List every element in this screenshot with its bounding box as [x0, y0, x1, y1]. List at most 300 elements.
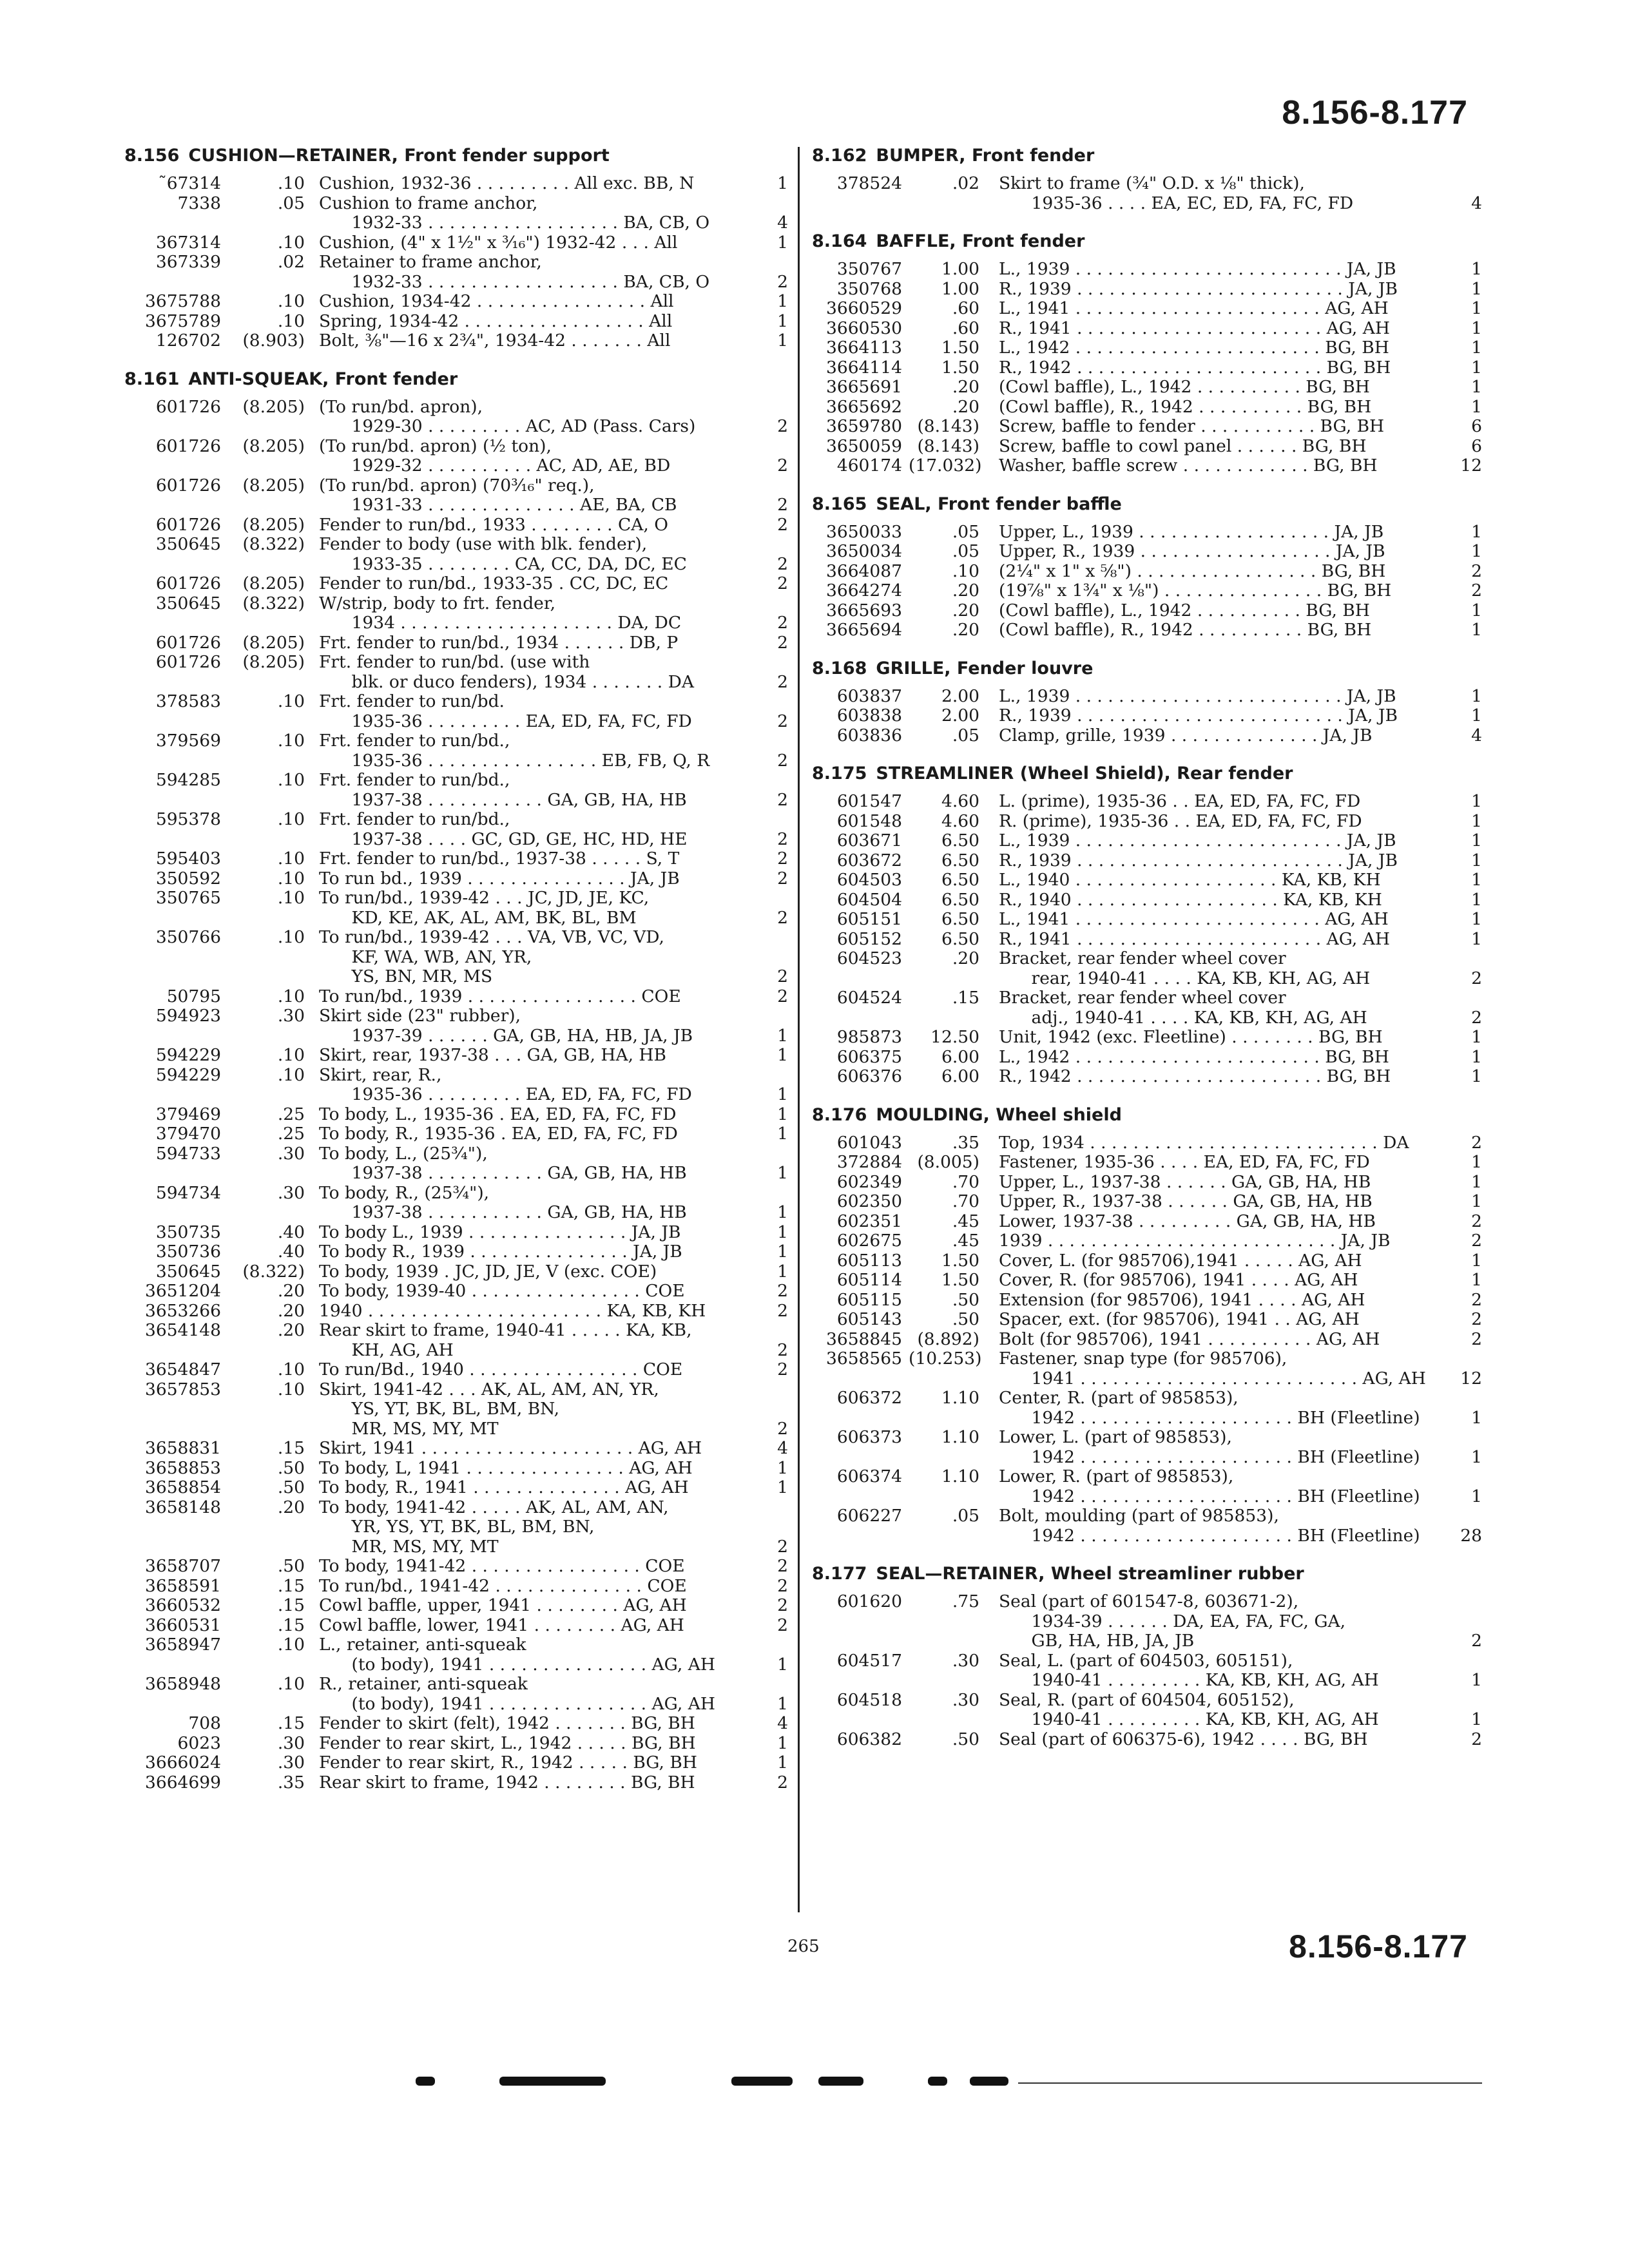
quantity: 4 — [777, 213, 788, 233]
price: .10 — [277, 770, 305, 790]
price: .50 — [277, 1477, 305, 1497]
section-title-text: MOULDING, Wheel shield — [876, 1104, 1122, 1125]
price: .30 — [277, 1753, 305, 1773]
description: Skirt to frame (¾" O.D. x ⅛" thick), 1935-36 . . . . EA, EC, ED, FA, FC, FD — [999, 173, 1354, 213]
section-8-177 — [812, 1562, 1482, 1749]
price: .20 — [952, 581, 979, 601]
quantity: 1 — [1471, 850, 1482, 870]
description: To run/bd., 1939-42 . . . JC, JD, JE, KC, KD, KE, AK, AL, AM, BK, BL, BM — [319, 888, 650, 928]
quantity: 4 — [1471, 725, 1482, 745]
description: To body, L, 1941 . . . . . . . . . . . . . . . AG, AH — [319, 1457, 693, 1478]
part-number: 604503 — [836, 870, 902, 890]
section-8-164 — [812, 230, 1482, 476]
part-row — [124, 1360, 788, 1380]
description: Cowl baffle, upper, 1941 . . . . . . . . AG, AH — [319, 1595, 687, 1615]
price: 1.50 — [941, 1250, 979, 1271]
description: To body, 1941-42 . . . . . . . . . . . . . . . . COE — [319, 1556, 685, 1576]
part-row — [812, 930, 1482, 950]
quantity: 1 — [1471, 1152, 1482, 1172]
part-row — [124, 1242, 788, 1262]
price: .20 — [277, 1281, 305, 1301]
part-number: 595403 — [155, 849, 221, 869]
part-row — [124, 653, 788, 692]
part-row — [812, 620, 1482, 640]
price: 1.00 — [941, 278, 979, 299]
part-number: 601726 — [155, 436, 221, 456]
section-8-162 — [812, 144, 1482, 213]
scan-mark — [416, 2077, 435, 2086]
part-row — [124, 1675, 788, 1714]
description: 1939 . . . . . . . . . . . . . . . . . . . . . . . . . . . JA, JB — [999, 1231, 1391, 1251]
quantity: 2 — [777, 573, 788, 593]
part-number: 985873 — [836, 1027, 902, 1047]
quantity: 1 — [777, 1084, 788, 1104]
quantity: 2 — [777, 416, 788, 436]
price: (8.322) — [242, 534, 305, 554]
quantity: 4 — [1471, 193, 1482, 213]
quantity: 2 — [777, 671, 788, 692]
part-number: 594285 — [155, 770, 221, 790]
part-row — [124, 1184, 788, 1223]
quantity: 1 — [1471, 791, 1482, 811]
part-number: 605151 — [836, 909, 902, 929]
part-row — [812, 174, 1482, 213]
quantity: 1 — [777, 1222, 788, 1242]
quantity: 2 — [1471, 561, 1482, 581]
part-number: 3664699 — [144, 1772, 221, 1792]
price: .10 — [277, 232, 305, 253]
part-number: 601726 — [155, 652, 221, 672]
scan-mark — [731, 2077, 793, 2086]
section-title — [812, 493, 1482, 516]
quantity: 2 — [777, 1615, 788, 1635]
part-number: 3660530 — [825, 318, 902, 338]
part-number: 604523 — [836, 948, 902, 968]
part-number: 350767 — [836, 259, 902, 279]
part-number: 603836 — [836, 725, 902, 745]
part-row — [812, 260, 1482, 280]
description: (19⅞" x 1¾" x ⅛") . . . . . . . . . . . . . . . BG, BH — [999, 581, 1392, 601]
description: R., 1939 . . . . . . . . . . . . . . . . . . . . . . . . . JA, JB — [999, 278, 1398, 299]
part-number: 3660532 — [144, 1595, 221, 1615]
price: 6.00 — [941, 1066, 979, 1086]
part-row — [812, 299, 1482, 319]
description: (Cowl baffle), L., 1942 . . . . . . . . . . BG, BH — [999, 377, 1370, 397]
part-number: 3650034 — [825, 541, 902, 561]
price: (8.143) — [917, 436, 979, 456]
price: .20 — [277, 1497, 305, 1517]
price: .20 — [952, 948, 979, 968]
price: 2.00 — [941, 686, 979, 706]
description: Fastener, snap type (for 985706), 1941 . . . . . . . . . . . . . . . . . . . . . . . . . . AG, AH — [999, 1349, 1426, 1389]
part-row — [124, 1459, 788, 1479]
section-title-text: ANTI-SQUEAK, Front fender — [188, 369, 458, 389]
description: To body, L., (25¾"), 1937-38 . . . . . . . . . . . GA, GB, HA, HB — [319, 1143, 687, 1183]
price: .35 — [277, 1772, 305, 1792]
part-number: 379569 — [155, 731, 221, 751]
part-number: 3658148 — [144, 1497, 221, 1517]
part-number: 601726 — [155, 514, 221, 535]
quantity: 2 — [777, 789, 788, 810]
quantity: 2 — [777, 1536, 788, 1557]
price: .10 — [277, 868, 305, 889]
price: (10.253) — [909, 1349, 982, 1369]
quantity: 2 — [1471, 1631, 1482, 1651]
part-number: 350736 — [155, 1242, 221, 1262]
description: To body, R., 1935-36 . EA, ED, FA, FC, FD — [319, 1124, 678, 1144]
part-row — [124, 1753, 788, 1773]
description: Skirt, rear, R., 1935-36 . . . . . . . . . EA, ED, FA, FC, FD — [319, 1064, 692, 1104]
quantity: 1 — [1471, 620, 1482, 640]
part-row — [812, 1330, 1482, 1350]
quantity: 2 — [777, 1300, 788, 1321]
price: .50 — [952, 1309, 979, 1329]
part-row — [124, 292, 788, 312]
quantity: 2 — [777, 1360, 788, 1379]
section-number: 8.168 — [812, 658, 867, 678]
section-title-text: BUMPER, Front fender — [876, 146, 1095, 166]
part-row — [812, 1133, 1482, 1153]
scan-mark — [818, 2077, 863, 2086]
description: Rear skirt to frame, 1940-41 . . . . . KA, KB, KH, AG, AH — [319, 1320, 692, 1360]
quantity: 1 — [1471, 338, 1482, 358]
part-number: 604524 — [836, 988, 902, 1008]
quantity: 2 — [777, 907, 788, 928]
part-number: 605143 — [836, 1309, 902, 1329]
part-number: 372884 — [836, 1152, 902, 1172]
part-row — [124, 849, 788, 869]
part-number: 350645 — [155, 534, 221, 554]
price: (8.205) — [242, 573, 305, 593]
description: Cowl baffle, lower, 1941 . . . . . . . . AG, AH — [319, 1615, 684, 1635]
part-number: 605152 — [836, 928, 902, 949]
part-row — [812, 851, 1482, 871]
quantity: 1 — [1471, 521, 1482, 542]
price: .10 — [277, 1635, 305, 1655]
price: .10 — [277, 731, 305, 751]
description: Screw, baffle to cowl panel . . . . . . BG, BH — [999, 436, 1367, 456]
quantity: 2 — [777, 1281, 788, 1301]
part-row — [124, 731, 788, 771]
quantity: 1 — [777, 1025, 788, 1046]
right-column — [812, 144, 1482, 1766]
price: 12.50 — [930, 1027, 979, 1047]
section-title — [812, 1104, 1482, 1127]
quantity: 1 — [1471, 928, 1482, 949]
part-row — [124, 1046, 788, 1066]
description: Upper, L., 1939 . . . . . . . . . . . . . . . . . . JA, JB — [999, 521, 1384, 542]
section-number: 8.162 — [812, 146, 867, 166]
part-number: 3658591 — [144, 1575, 221, 1596]
part-number: 3675788 — [144, 291, 221, 311]
quantity: 1 — [1471, 831, 1482, 850]
description: L., 1942 . . . . . . . . . . . . . . . . . . . . . . . BG, BH — [999, 338, 1389, 358]
price: .10 — [277, 1674, 305, 1694]
description: Seal, R. (part of 604504, 605152), 1940-41 . . . . . . . . . KA, KB, KH, AG, AH — [999, 1689, 1379, 1729]
price: .10 — [277, 1379, 305, 1399]
price: .50 — [277, 1556, 305, 1576]
part-row — [812, 910, 1482, 930]
description: (To run/bd. apron) (½ ton), 1929-32 . . . . . . . . . . AC, AD, AE, BD — [319, 436, 671, 476]
description: Upper, R., 1939 . . . . . . . . . . . . . . . . . . JA, JB — [999, 541, 1385, 561]
part-row — [124, 574, 788, 594]
part-row — [812, 792, 1482, 812]
section-number: 8.164 — [812, 231, 867, 251]
part-number: 350645 — [155, 1261, 221, 1282]
description: R., 1942 . . . . . . . . . . . . . . . . . . . . . . . BG, BH — [999, 1066, 1391, 1086]
page-footer-range: 8.156-8.177 — [1289, 1928, 1468, 1965]
price: .10 — [277, 173, 305, 193]
description: Fender to run/bd., 1933-35 . CC, DC, EC — [319, 573, 669, 593]
part-row — [812, 687, 1482, 707]
part-row — [124, 1380, 788, 1439]
section-8-168 — [812, 657, 1482, 746]
part-number: 3664114 — [825, 357, 902, 378]
part-number: 605115 — [836, 1289, 902, 1310]
quantity: 1 — [1471, 357, 1482, 378]
description: To body L., 1939 . . . . . . . . . . . . . . . JA, JB — [319, 1222, 681, 1242]
section-number: 8.177 — [812, 1564, 867, 1584]
part-number: 606376 — [836, 1066, 902, 1086]
part-number: 3651204 — [144, 1281, 221, 1301]
section-number: 8.165 — [812, 494, 867, 514]
part-number: 606227 — [836, 1506, 902, 1526]
part-row — [124, 1498, 788, 1557]
price: 6.50 — [941, 928, 979, 949]
part-number: 606373 — [836, 1427, 902, 1447]
part-row — [124, 1105, 788, 1125]
part-number: 379469 — [155, 1104, 221, 1124]
part-number: 603837 — [836, 686, 902, 706]
part-row — [124, 594, 788, 633]
section-8-176 — [812, 1104, 1482, 1546]
quantity: 1 — [777, 1202, 788, 1222]
part-number: 367339 — [155, 252, 221, 272]
quantity: 2 — [1471, 581, 1482, 601]
quantity: 1 — [1471, 259, 1482, 279]
quantity: 1 — [1471, 686, 1482, 706]
column-divider — [798, 147, 800, 1912]
part-number: 601547 — [836, 791, 902, 811]
quantity: 2 — [777, 495, 788, 515]
part-number: 606375 — [836, 1046, 902, 1067]
quantity: 1 — [1471, 541, 1482, 561]
part-number: 3658845 — [825, 1329, 902, 1349]
part-number: 3653266 — [144, 1300, 221, 1321]
part-row — [812, 1173, 1482, 1193]
price: .30 — [277, 1733, 305, 1753]
section-number: 8.176 — [812, 1104, 867, 1125]
part-number: 601043 — [836, 1132, 902, 1153]
quantity: 1 — [1471, 811, 1482, 831]
price: 4.60 — [941, 791, 979, 811]
quantity: 6 — [1471, 416, 1482, 436]
price: .10 — [277, 1045, 305, 1065]
price: .10 — [277, 1064, 305, 1085]
price: (8.892) — [917, 1329, 979, 1349]
part-number: 350592 — [155, 868, 221, 889]
price: .20 — [952, 396, 979, 417]
description: R., 1941 . . . . . . . . . . . . . . . . . . . . . . . AG, AH — [999, 318, 1391, 338]
part-number: 604517 — [836, 1650, 902, 1671]
part-number: 3658947 — [144, 1635, 221, 1655]
price: (8.205) — [242, 652, 305, 672]
part-row — [812, 1730, 1482, 1750]
price: .40 — [277, 1242, 305, 1262]
part-row — [812, 1231, 1482, 1251]
part-row — [124, 1714, 788, 1734]
part-number: 350768 — [836, 278, 902, 299]
section-8-156 — [124, 144, 788, 351]
part-row — [124, 1577, 788, 1597]
quantity: 1 — [1471, 1191, 1482, 1211]
price: .10 — [277, 311, 305, 331]
part-number: 604504 — [836, 889, 902, 910]
price: .15 — [952, 988, 979, 1008]
part-number: 3665694 — [825, 620, 902, 640]
description: To body R., 1939 . . . . . . . . . . . . . . . JA, JB — [319, 1242, 682, 1262]
section-number: 8.161 — [124, 369, 180, 389]
part-row — [124, 174, 788, 194]
description: To run/bd., 1941-42 . . . . . . . . . . . . . . COE — [319, 1575, 687, 1596]
part-number: 3666024 — [144, 1753, 221, 1773]
description: To run bd., 1939 . . . . . . . . . . . . . . . JA, JB — [319, 868, 680, 889]
price: .40 — [277, 1222, 305, 1242]
quantity: 2 — [777, 868, 788, 889]
description: Frt. fender to run/bd. (use with blk. or duco fenders), 1934 . . . . . . . DA — [319, 652, 695, 692]
description: Frt. fender to run/bd., 1937-38 . . . . . S, T — [319, 849, 680, 869]
quantity: 1 — [777, 1242, 788, 1262]
part-number: 604518 — [836, 1689, 902, 1710]
part-row — [812, 726, 1482, 746]
part-row — [812, 437, 1482, 457]
quantity: 1 — [1471, 1270, 1482, 1290]
section-title — [812, 144, 1482, 168]
quantity: 1 — [1471, 1407, 1482, 1428]
description: Top, 1934 . . . . . . . . . . . . . . . . . . . . . . . . . . . DA — [999, 1132, 1409, 1153]
part-row — [812, 1506, 1482, 1546]
quantity: 1 — [777, 1753, 788, 1773]
price: .30 — [952, 1689, 979, 1710]
quantity: 1 — [1471, 1486, 1482, 1506]
price: (8.205) — [242, 475, 305, 495]
description: L., retainer, anti-squeak (to body), 1941 . . . . . . . . . . . . . . . AG, AH — [319, 1635, 715, 1675]
part-number: 3654847 — [144, 1360, 221, 1379]
description: Fender to skirt (felt), 1942 . . . . . . . BG, BH — [319, 1713, 695, 1733]
description: Bracket, rear fender wheel cover adj., 1940-41 . . . . KA, KB, KH, AG, AH — [999, 988, 1367, 1028]
price: .15 — [277, 1575, 305, 1596]
quantity: 1 — [1471, 396, 1482, 417]
description: Fender to rear skirt, L., 1942 . . . . . BG, BH — [319, 1733, 696, 1753]
part-row — [812, 581, 1482, 601]
part-number: 603672 — [836, 850, 902, 870]
quantity: 1 — [777, 1654, 788, 1675]
part-row — [812, 1467, 1482, 1506]
section-title-text: SEAL, Front fender baffle — [876, 494, 1122, 514]
description: Fender to run/bd., 1933 . . . . . . . . CA, O — [319, 514, 669, 535]
part-number: 601548 — [836, 811, 902, 831]
part-row — [124, 398, 788, 437]
description: To body, R., (25¾"), 1937-38 . . . . . . . . . . . GA, GB, HA, HB — [319, 1182, 687, 1222]
quantity: 1 — [1471, 377, 1482, 397]
description: Lower, L. (part of 985853), 1942 . . . . . . . . . . . . . . . . . . . . BH (Fleetline) — [999, 1427, 1420, 1467]
description: Fender to body (use with blk. fender), 1933-35 . . . . . . . . CA, CC, DA, DC, EC — [319, 534, 687, 574]
description: Seal (part of 606375-6), 1942 . . . . BG, BH — [999, 1729, 1368, 1749]
price: .05 — [952, 725, 979, 745]
price: 6.50 — [941, 889, 979, 910]
quantity: 1 — [777, 331, 788, 351]
part-number: 378524 — [836, 173, 902, 193]
quantity: 2 — [777, 1575, 788, 1596]
description: R., 1939 . . . . . . . . . . . . . . . . . . . . . . . . . JA, JB — [999, 706, 1398, 726]
price: (8.205) — [242, 514, 305, 535]
quantity: 2 — [777, 829, 788, 849]
description: Rear skirt to frame, 1942 . . . . . . . . BG, BH — [319, 1772, 695, 1792]
part-number: 3650033 — [825, 521, 902, 542]
part-row — [124, 1557, 788, 1577]
part-row — [124, 1478, 788, 1498]
quantity: 1 — [1471, 298, 1482, 318]
section-number: 8.156 — [124, 146, 180, 166]
description: Fastener, 1935-36 . . . . EA, ED, FA, FC, FD — [999, 1152, 1370, 1172]
quantity: 2 — [777, 553, 788, 574]
part-number: 350645 — [155, 593, 221, 613]
price: 1.00 — [941, 259, 979, 279]
part-row — [812, 812, 1482, 832]
part-number: 3665692 — [825, 396, 902, 417]
quantity: 2 — [777, 271, 788, 292]
part-number: 350765 — [155, 888, 221, 908]
quantity: 2 — [1471, 1329, 1482, 1349]
part-row — [124, 1223, 788, 1243]
quantity: 2 — [777, 1418, 788, 1439]
part-number: 708 — [188, 1713, 221, 1733]
price: .10 — [277, 1360, 305, 1379]
price: .50 — [952, 1729, 979, 1749]
price: 6.50 — [941, 870, 979, 890]
price: 1.10 — [941, 1427, 979, 1447]
description: Cushion, 1932-36 . . . . . . . . . All exc. BB, N — [319, 173, 695, 193]
quantity: 2 — [777, 456, 788, 476]
part-number: 3664087 — [825, 561, 902, 581]
price: (8.903) — [242, 331, 305, 351]
description: Bracket, rear fender wheel cover rear, 1940-41 . . . . KA, KB, KH, AG, AH — [999, 948, 1371, 988]
part-number: 3658707 — [144, 1556, 221, 1576]
section-title — [124, 144, 788, 168]
scan-mark — [499, 2077, 606, 2086]
part-number: 606372 — [836, 1388, 902, 1408]
description: Retainer to frame anchor, 1932-33 . . . . . . . . . . . . . . . . . . BA, CB, O — [319, 252, 710, 292]
part-row — [124, 1006, 788, 1046]
part-row — [124, 1635, 788, 1675]
page-number: 265 — [787, 1937, 820, 1956]
quantity: 1 — [777, 173, 788, 193]
price: .75 — [952, 1591, 979, 1611]
part-number: 350766 — [155, 927, 221, 947]
price: 1.50 — [941, 357, 979, 378]
part-row — [124, 1734, 788, 1754]
price: (8.322) — [242, 593, 305, 613]
scan-mark — [928, 2077, 947, 2086]
description: Unit, 1942 (exc. Fleetline) . . . . . . . . BG, BH — [999, 1027, 1383, 1047]
part-row — [124, 1321, 788, 1360]
quantity: 2 — [777, 632, 788, 653]
part-row — [124, 1262, 788, 1282]
section-title — [124, 368, 788, 391]
part-row — [124, 1773, 788, 1793]
quantity: 2 — [777, 1340, 788, 1360]
quantity: 2 — [777, 986, 788, 1006]
